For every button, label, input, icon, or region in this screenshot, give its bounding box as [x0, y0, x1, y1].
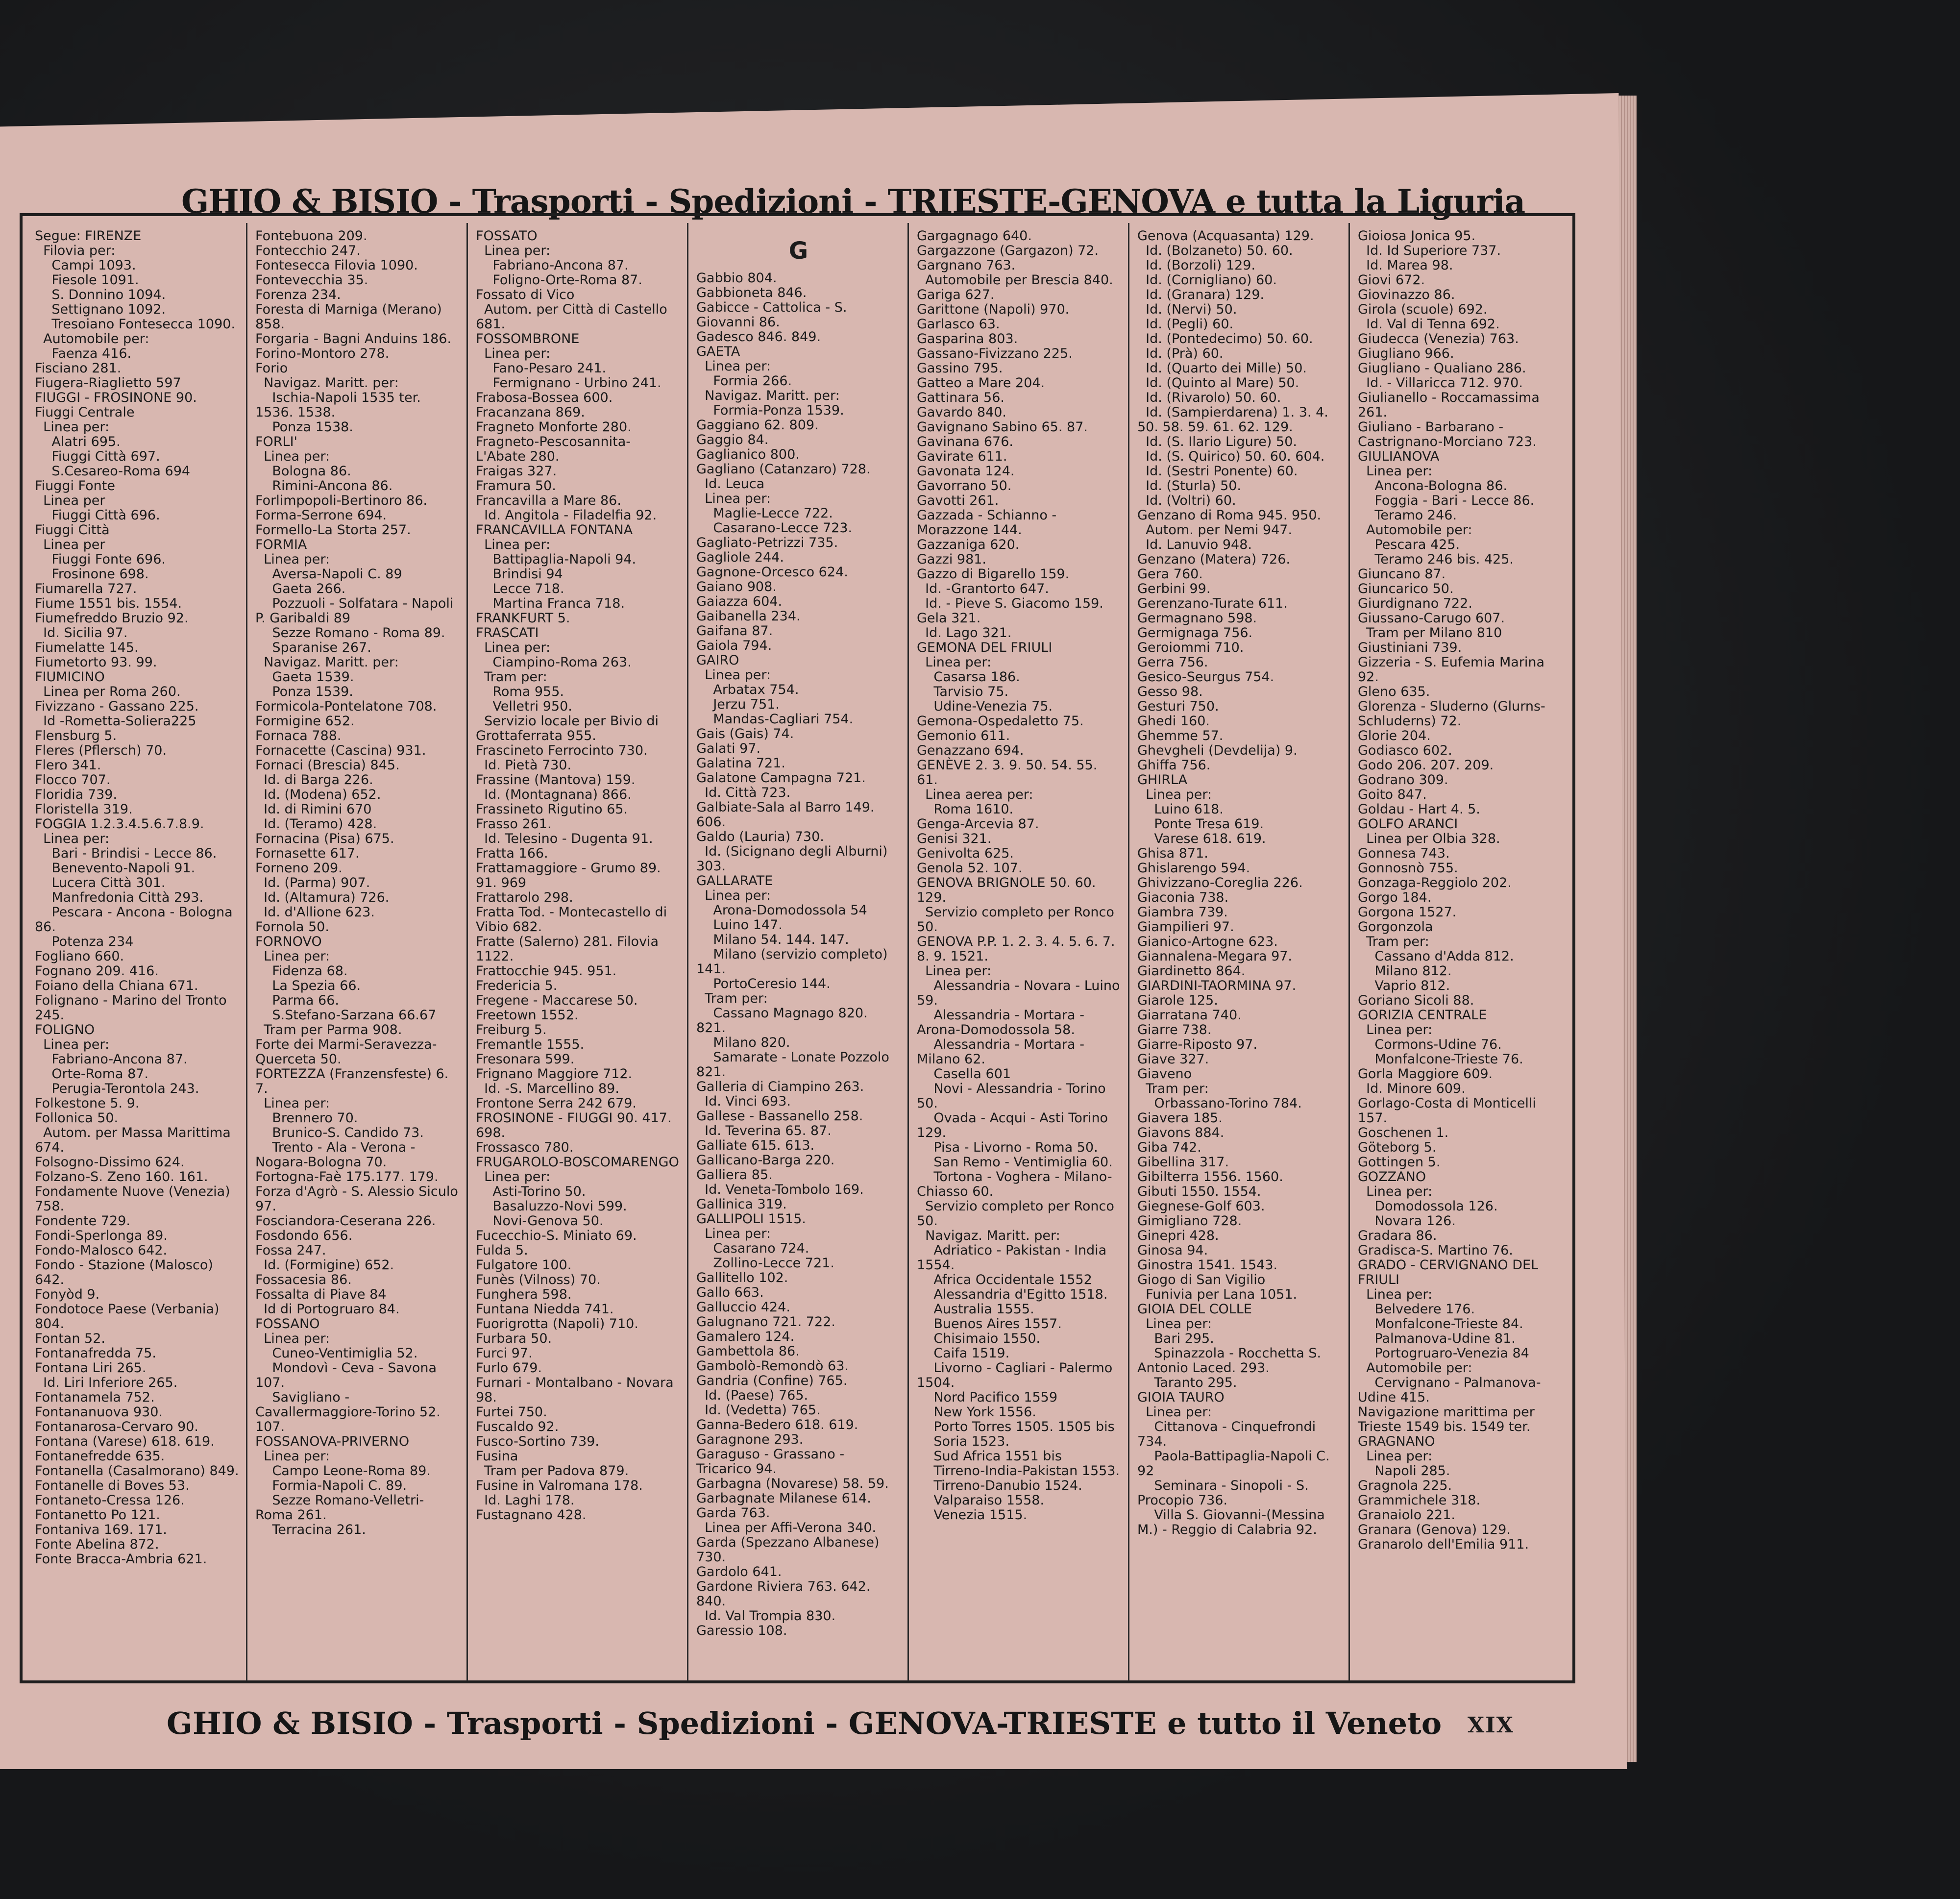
- page-footer: GHIO & BISIO - Trasporti - Spedizioni - GENOVA-TRIESTE e tutto il Veneto: [167, 1705, 1442, 1741]
- column-1: [27, 223, 247, 1681]
- column-6: [1129, 223, 1350, 1681]
- page-number: XIX: [1468, 1713, 1514, 1738]
- column-3-text: FOSSATO Linea per: Fabriano-Ancona 87. Foligno-Orte-Roma 87. Fossato di Vico Autom. per Città di Castello 681. FOSSOMBRONE Linea per: Fano-Pesaro 241. Fermignano - Urbino 241. Frabosa-Bossea 600. Fracanzana 869. Fragneto Monforte 280. Fragneto-Pescosannita-L'Abate 280. Fraigas 327. Framura 50. Francavilla a Mare 86. Id. Angitola - Filadelfia 92. FRANCAVILLA FONTANA Linea per: Battipaglia-Napoli 94. Brindisi 94 Lecce 718. Martina Franca 718. FRANKFURT 5. FRASCATI Linea per: Ciampino-Roma 263. Tram per: Roma 955. Velletri 950. Servizio locale per Bivio di Grottaferrata 955. Frascineto Ferrocinto 730. Id. Pietà 730. Frassine (Mantova) 159. Id. (Montagnana) 866. Frassineto Rigutino 65. Frasso 261. Id. Telesino - Dugenta 91. Fratta 166. Frattamaggiore - Grumo 89. 91. 969 Frattarolo 298. Fratta Tod. - Montecastello di Vibio 682. Fratte (Salerno) 281. Filovia 1122. Frattocchie 945. 951. Fredericia 5. Fregene - Maccarese 50. Freetown 1552. Freiburg 5. Fremantle 1555. Fresonara 599. Frignano Maggiore 712. Id. -S. Marcellino 89. Frontone Serra 242 679. FROSINONE - FIUGGI 90. 417. 698. Frossasco 780. FRUGAROLO-BOSCOMARENGO Linea per: Asti-Torino 50. Basaluzzo-Novi 599. Novi-Genova 50. Fucecchio-S. Miniato 69. Fulda 5. Fulgatore 100. Funès (Vilnoss) 70. Funghera 598. Funtana Niedda 741. Fuorigrotta (Napoli) 710. Furbara 50. Furci 97. Furlo 679. Furnari - Montalbano - Novara 98. Furtei 750. Fuscaldo 92. Fusco-Sortino 739. Fusina Tram per Padova 879. Fusine in Valromana 178. Id. Laghi 178. Fustagnano 428.: [476, 228, 679, 1523]
- column-1-text: Segue: FIRENZE Filovia per: Campi 1093. Fiesole 1091. S. Donnino 1094. Settignano 1092. Tresoiano Fontesecca 1090. Automobile per: Faenza 416. Fisciano 281. Fiugera-Riaglietto 597 FIUGGI - FROSINONE 90. Fiuggi Centrale Linea per: Alatri 695. Fiuggi Città 697. S.Cesareo-Roma 694 Fiuggi Fonte Linea per Fiuggi Città 696. Fiuggi Città Linea per Fiuggi Fonte 696. Frosinone 698. Fiumarella 727. Fiume 1551 bis. 1554. Fiumefreddo Bruzio 92. Id. Sicilia 97. Fiumelatte 145. Fiumetorto 93. 99. FIUMICINO Linea per Roma 260. Fivizzano - Gassano 225. Id -Rometta-Soliera225 Flensburg 5. Fleres (Pflersch) 70. Flero 341. Flocco 707. Floridia 739. Floristella 319. FOGGIA 1.2.3.4.5.6.7.8.9. Linea per: Bari - Brindisi - Lecce 86. Benevento-Napoli 91. Lucera Città 301. Manfredonia Città 293. Pescara - Ancona - Bologna 86. Potenza 234 Fogliano 660. Fognano 209. 416. Foiano della Chiana 671. Folignano - Marino del Tronto 245. FOLIGNO Linea per: Fabriano-Ancona 87. Orte-Roma 87. Perugia-Terontola 243. Folkestone 5. 9. Follonica 50. Autom. per Massa Marittima 674. Folsogno-Dissimo 624. Folzano-S. Zeno 160. 161. Fondamente Nuove (Venezia) 758. Fondente 729. Fondi-Sperlonga 89. Fondo-Malosco 642. Fondo - Stazione (Malosco) 642. Fonyòd 9. Fondotoce Paese (Verbania) 804. Fontan 52. Fontanafredda 75. Fontana Liri 265. Id. Liri Inferiore 265. Fontanamela 752. Fontananuova 930. Fontanarosa-Cervaro 90. Fontana (Varese) 618. 619. Fontanefredde 635. Fontanella (Casalmorano) 849. Fontanelle di Boves 53. Fontaneto-Cressa 126. Fontanetto Po 121. Fontaniva 169. 171. Fonte Abelina 872. Fonte Bracca-Ambria 621.: [35, 228, 239, 1567]
- section-letter-g: G: [788, 237, 808, 265]
- column-7: [1350, 223, 1570, 1681]
- column-4-text: Gabbio 804. Gabbioneta 846. Gabicce - Cattolica - S. Giovanni 86. Gadesco 846. 849. GAETA Linea per: Formia 266. Navigaz. Maritt. per: Formia-Ponza 1539. Gaggiano 62. 809. Gaggio 84. Gaglianico 800. Gagliano (Catanzaro) 728. Id. Leuca Linea per: Maglie-Lecce 722. Casarano-Lecce 723. Gagliato-Petrizzi 735. Gagliole 244. Gagnone-Orcesco 624. Gaiano 908. Gaiazza 604. Gaibanella 234. Gaifana 87. Gaiola 794. GAIRO Linea per: Arbatax 754. Jerzu 751. Mandas-Cagliari 754. Gais (Gais) 74. Galati 97. Galatina 721. Galatone Campagna 721. Id. Città 723. Galbiate-Sala al Barro 149. 606. Galdo (Lauria) 730. Id. (Sicignano degli Alburni) 303. GALLARATE Linea per: Arona-Domodossola 54 Luino 147. Milano 54. 144. 147. Milano (servizio completo) 141. PortoCeresio 144. Tram per: Cassano Magnago 820. 821. Milano 820. Samarate - Lonate Pozzolo 821. Galleria di Ciampino 263. Id. Vinci 693. Gallese - Bassanello 258. Id. Teverina 65. 87. Galliate 615. 613. Gallicano-Barga 220. Galliera 85. Id. Veneta-Tombolo 169. Gallinica 319. GALLIPOLI 1515. Linea per: Casarano 724. Zollino-Lecce 721. Gallitello 102. Gallo 663. Galluccio 424. Galugnano 721. 722. Gamalero 124. Gambettola 86. Gambolò-Remondò 63. Gandria (Confine) 765. Id. (Paese) 765. Id. (Vedetta) 765. Ganna-Bedero 618. 619. Garagnone 293. Garaguso - Grassano - Tricarico 94. Garbagna (Novarese) 58. 59. Garbagnate Milanese 614. Garda 763. Linea per Affi-Verona 340. Garda (Spezzano Albanese) 730. Gardolo 641. Gardone Riviera 763. 642. 840. Id. Val Trompia 830. Garessio 108.: [696, 271, 889, 1638]
- column-3: [468, 223, 688, 1681]
- page-header: GHIO & BISIO - Trasporti - Spedizioni - TRIESTE-GENOVA e tutta la Liguria: [181, 182, 1525, 221]
- index-columns: [27, 223, 1570, 1681]
- column-2: [247, 223, 468, 1681]
- column-5-text: Gargagnago 640. Gargazzone (Gargazon) 72. Gargnano 763. Automobile per Brescia 840. Gariga 627. Garittone (Napoli) 970. Garlasco 63. Gasparina 803. Gassano-Fivizzano 225. Gassino 795. Gatteo a Mare 204. Gattinara 56. Gavardo 840. Gavignano Sabino 65. 87. Gavinana 676. Gavirate 611. Gavonata 124. Gavorrano 50. Gavotti 261. Gazzada - Schianno - Morazzone 144. Gazzaniga 620. Gazzi 981. Gazzo di Bigarello 159. Id. -Grantorto 647. Id. - Pieve S. Giacomo 159. Gela 321. Id. Lago 321. GEMONA DEL FRIULI Linea per: Casarsa 186. Tarvisio 75. Udine-Venezia 75. Gemona-Ospedaletto 75. Gemonio 611. Genazzano 694. GENÈVE 2. 3. 9. 50. 54. 55. 61. Linea aerea per: Roma 1610. Genga-Arcevia 87. Genisi 321. Genivolta 625. Genola 52. 107. GENOVA BRIGNOLE 50. 60. 129. Servizio completo per Ronco 50. GENOVA P.P. 1. 2. 3. 4. 5. 6. 7. 8. 9. 1521. Linea per: Alessandria - Novara - Luino 59. Alessandria - Mortara - Arona-Domodossola 58. Alessandria - Mortara - Milano 62. Casella 601 Novi - Alessandria - Torino 50. Ovada - Acqui - Asti Torino 129. Pisa - Livorno - Roma 50. San Remo - Ventimiglia 60. Tortona - Voghera - Milano-Chiasso 60. Servizio completo per Ronco 50. Navigaz. Maritt. per: Adriatico - Pakistan - India 1554. Africa Occidentale 1552 Alessandria d'Egitto 1518. Australia 1555. Buenos Aires 1557. Chisimaio 1550. Caifa 1519. Livorno - Cagliari - Palermo 1504. Nord Pacifico 1559 New York 1556. Porto Torres 1505. 1505 bis Soria 1523. Sud Africa 1551 bis Tirreno-India-Pakistan 1553. Tirreno-Danubio 1524. Valparaiso 1558. Venezia 1515.: [917, 228, 1120, 1523]
- column-7-text: Gioiosa Jonica 95. Id. Id Superiore 737. Id. Marea 98. Giovi 672. Giovinazzo 86. Girola (scuole) 692. Id. Val di Tenna 692. Giudecca (Venezia) 763. Giugliano 966. Giugliano - Qualiano 286. Id. - Villaricca 712. 970. Giulianello - Roccamassima 261. Giuliano - Barbarano - Castrignano-Morciano 723. GIULIANOVA Linea per: Ancona-Bologna 86. Foggia - Bari - Lecce 86. Teramo 246. Automobile per: Pescara 425. Teramo 246 bis. 425. Giuncano 87. Giuncarico 50. Giurdignano 722. Giussano-Carugo 607. Tram per Milano 810 Giustiniani 739. Gizzeria - S. Eufemia Marina 92. Gleno 635. Glorenza - Sluderno (Glurns-Schluderns) 72. Glorie 204. Godiasco 602. Godo 206. 207. 209. Godrano 309. Goito 847. Goldau - Hart 4. 5. GOLFO ARANCI Linea per Olbia 328. Gonnesa 743. Gonnosnò 755. Gonzaga-Reggiolo 202. Gorgo 184. Gorgona 1527. Gorgonzola Tram per: Cassano d'Adda 812. Milano 812. Vaprio 812. Goriano Sicoli 88. GORIZIA CENTRALE Linea per: Cormons-Udine 76. Monfalcone-Trieste 76. Gorla Maggiore 609. Id. Minore 609. Gorlago-Costa di Monticelli 157. Goschenen 1. Göteborg 5. Gottingen 5. GOZZANO Linea per: Domodossola 126. Novara 126. Gradara 86. Gradisca-S. Martino 76. GRADO - CERVIGNANO DEL FRIULI Linea per: Belvedere 176. Monfalcone-Trieste 84. Palmanova-Udine 81. Portogruaro-Venezia 84 Automobile per: Cervignano - Palmanova-Udine 415. Navigazione marittima per Trieste 1549 bis. 1549 ter. GRAGNANO Linea per: Napoli 285. Gragnola 225. Grammichele 318. Granaiolo 221. Granara (Genova) 129. Granarolo dell'Emilia 911.: [1358, 228, 1545, 1552]
- column-2-text: Fontebuona 209. Fontecchio 247. Fontesecca Filovia 1090. Fontevecchia 35. Forenza 234. Foresta di Marniga (Merano) 858. Forgaria - Bagni Anduins 186. Forino-Montoro 278. Forio Navigaz. Maritt. per: Ischia-Napoli 1535 ter. 1536. 1538. Ponza 1538. FORLI' Linea per: Bologna 86. Rimini-Ancona 86. Forlimpopoli-Bertinoro 86. Forma-Serrone 694. Formello-La Storta 257. FORMIA Linea per: Aversa-Napoli C. 89 Gaeta 266. Pozzuoli - Solfatara - Napoli P. Garibaldi 89 Sezze Romano - Roma 89. Sparanise 267. Navigaz. Maritt. per: Gaeta 1539. Ponza 1539. Formicola-Pontelatone 708. Formigine 652. Fornaca 788. Fornacette (Cascina) 931. Fornaci (Brescia) 845. Id. di Barga 226. Id. (Modena) 652. Id. di Rimini 670 Id. (Teramo) 428. Fornacina (Pisa) 675. Fornasette 617. Forneno 209. Id. (Parma) 907. Id. (Altamura) 726. Id. d'Allione 623. Fornola 50. FORNOVO Linea per: Fidenza 68. La Spezia 66. Parma 66. S.Stefano-Sarzana 66.67 Tram per Parma 908. Forte dei Marmi-Seravezza-Querceta 50. FORTEZZA (Franzensfeste) 6. 7. Linea per: Brennero 70. Brunico-S. Candido 73. Trento - Ala - Verona - Nogara-Bologna 70. Fortogna-Faè 175.177. 179. Forza d'Agrò - S. Alessio Siculo 97. Fosciandora-Ceserana 226. Fosdondo 656. Fossa 247. Id. (Formigine) 652. Fossacesia 86. Fossalta di Piave 84 Id di Portogruaro 84. FOSSANO Linea per: Cuneo-Ventimiglia 52. Mondovì - Ceva - Savona 107. Savigliano - Cavallermaggiore-Torino 52. 107. FOSSANOVA-PRIVERNO Linea per: Campo Leone-Roma 89. Formia-Napoli C. 89. Sezze Romano-Velletri-Roma 261. Terracina 261.: [255, 228, 458, 1537]
- column-5: [909, 223, 1129, 1681]
- column-6-text: Genova (Acquasanta) 129. Id. (Bolzaneto) 50. 60. Id. (Borzoli) 129. Id. (Cornigliano) 60. Id. (Granara) 129. Id. (Nervi) 50. Id. (Pegli) 60. Id. (Pontedecimo) 50. 60. Id. (Prà) 60. Id. (Quarto dei Mille) 50. Id. (Quinto al Mare) 50. Id. (Rivarolo) 50. 60. Id. (Sampierdarena) 1. 3. 4. 50. 58. 59. 61. 62. 129. Id. (S. Ilario Ligure) 50. Id. (S. Quirico) 50. 60. 604. Id. (Sestri Ponente) 60. Id. (Sturla) 50. Id. (Voltri) 60. Genzano di Roma 945. 950. Autom. per Nemi 947. Id. Lanuvio 948. Genzano (Matera) 726. Gera 760. Gerbini 99. Gerenzano-Turate 611. Germagnano 598. Germignaga 756. Geroiommi 710. Gerra 756. Gesico-Seurgus 754. Gesso 98. Gesturi 750. Ghedi 160. Ghemme 57. Ghevgheli (Devdelija) 9. Ghiffa 756. GHIRLA Linea per: Luino 618. Ponte Tresa 619. Varese 618. 619. Ghisa 871. Ghislarengo 594. Ghivizzano-Coreglia 226. Giaconia 738. Giambra 739. Giampilieri 97. Gianico-Artogne 623. Giannalena-Megara 97. Giardinetto 864. GIARDINI-TAORMINA 97. Giarole 125. Giarratana 740. Giarre 738. Giarre-Riposto 97. Giave 327. Giaveno Tram per: Orbassano-Torino 784. Giavera 185. Giavons 884. Giba 742. Gibellina 317. Gibilterra 1556. 1560. Gibuti 1550. 1554. Giegnese-Golf 603. Gimigliano 728. Ginepri 428. Ginosa 94. Ginostra 1541. 1543. Giogo di San Vigilio Funivia per Lana 1051. GIOIA DEL COLLE Linea per: Bari 295. Spinazzola - Rocchetta S. Antonio Laced. 293. Taranto 295. GIOIA TAURO Linea per: Cittanova - Cinquefrondi 734. Paola-Battipaglia-Napoli C. 92 Seminara - Sinopoli - S. Procopio 736. Villa S. Giovanni-(Messina M.) - Reggio di Calabria 92.: [1137, 228, 1330, 1537]
- column-4: [688, 223, 909, 1681]
